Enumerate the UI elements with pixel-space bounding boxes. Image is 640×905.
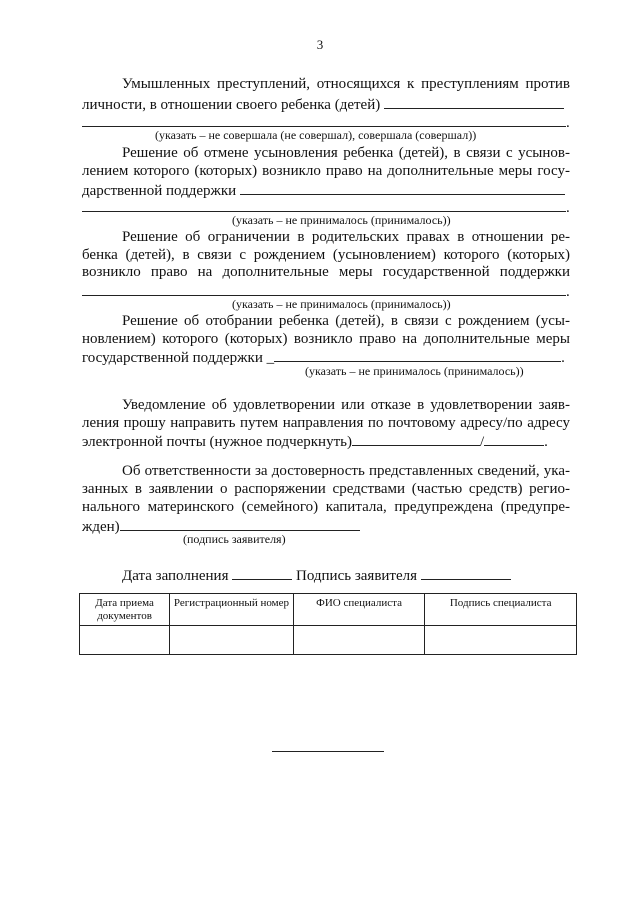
rights-limit-answer-line[interactable]: . — [82, 282, 570, 301]
crimes-answer-line[interactable]: . — [82, 113, 570, 132]
adoption-cancel-answer-line[interactable]: . — [82, 198, 570, 217]
rights-limit-note: (указать – не принималось (принималось)) — [232, 297, 451, 311]
crimes-answer-field[interactable] — [384, 95, 564, 109]
rights-limit-line-1: Решение об ограничении в родительских правах в отношении ре- — [122, 229, 570, 245]
header-registration-number: Регистрационный номер — [170, 594, 294, 626]
notification-line-3: электронной почты (нужное подчеркнуть) / . — [82, 434, 548, 450]
notification-address-field[interactable] — [352, 432, 480, 446]
end-divider — [272, 751, 384, 752]
date-label: Дата заполнения — [122, 568, 229, 584]
cell-registration-number[interactable] — [170, 626, 294, 655]
cell-receipt-date[interactable] — [80, 626, 170, 655]
table-row — [80, 626, 577, 655]
date-signature-row — [122, 566, 570, 585]
crimes-text-line-1: Умышленных преступлений, относящихся к преступлениям против — [122, 76, 570, 92]
signature-field[interactable] — [421, 566, 511, 580]
rights-limit-line-2: бенка (детей), в связи с рождением (усыновлением) которого (которых) — [82, 247, 570, 263]
table-header-row — [80, 594, 577, 626]
date-field[interactable] — [232, 566, 292, 580]
responsibility-line-4: жден) — [82, 517, 570, 536]
cell-specialist-name[interactable] — [293, 626, 425, 655]
child-removal-line-2: новлением) которого (которых) возникло право на дополнительные меры — [82, 331, 570, 347]
header-specialist-name: ФИО специалиста — [293, 594, 425, 626]
adoption-cancel-note: (указать – не принималось (принималось)) — [232, 213, 451, 227]
page-number: 3 — [316, 37, 324, 52]
registration-table — [79, 593, 577, 655]
crimes-text-line-2: личности, в отношении своего ребенка (детей) — [82, 95, 570, 114]
responsibility-note: (подпись заявителя) — [183, 532, 286, 546]
child-removal-line-1: Решение об отобрании ребенка (детей), в связи с рождением (усы- — [122, 313, 570, 329]
child-removal-line-3: государственной поддержки _ . — [82, 350, 565, 366]
adoption-cancel-line-1: Решение об отмене усыновления ребенка (детей), в связи с усынов- — [122, 145, 570, 161]
crimes-note: (указать – не совершала (не совершал), совершала (совершал)) — [155, 128, 477, 142]
header-receipt-date: Дата приема документов — [80, 594, 170, 626]
child-removal-note: (указать – не принималось (принималось)) — [305, 364, 524, 378]
responsibility-line-3: нального материнского (семейного) капитала, предупреждена (предупре- — [82, 499, 570, 515]
responsibility-line-2: занных в заявлении о распоряжении средствами (частью средств) регио- — [82, 481, 570, 497]
notification-line-1: Уведомление об удовлетворении или отказе в удовлетворении заяв- — [122, 397, 570, 413]
signature-label: Подпись заявителя — [296, 568, 418, 584]
notification-email-field[interactable] — [484, 432, 544, 446]
applicant-signature-field[interactable] — [120, 517, 360, 531]
adoption-cancel-answer-field[interactable] — [240, 181, 565, 195]
rights-limit-line-3: возникло право на дополнительные меры государственной поддержки — [82, 264, 570, 280]
cell-specialist-signature[interactable] — [425, 626, 577, 655]
adoption-cancel-line-2: лением которого (которых) возникло право на дополнительные меры госу- — [82, 163, 570, 179]
adoption-cancel-line-3: дарственной поддержки — [82, 181, 570, 200]
notification-line-2: ления прошу направить путем направления по почтовому адресу/по адресу — [82, 415, 570, 431]
responsibility-line-1: Об ответственности за достоверность представленных сведений, ука- — [122, 463, 570, 479]
header-specialist-signature: Подпись специалиста — [425, 594, 577, 626]
child-removal-answer-field[interactable] — [274, 348, 561, 362]
